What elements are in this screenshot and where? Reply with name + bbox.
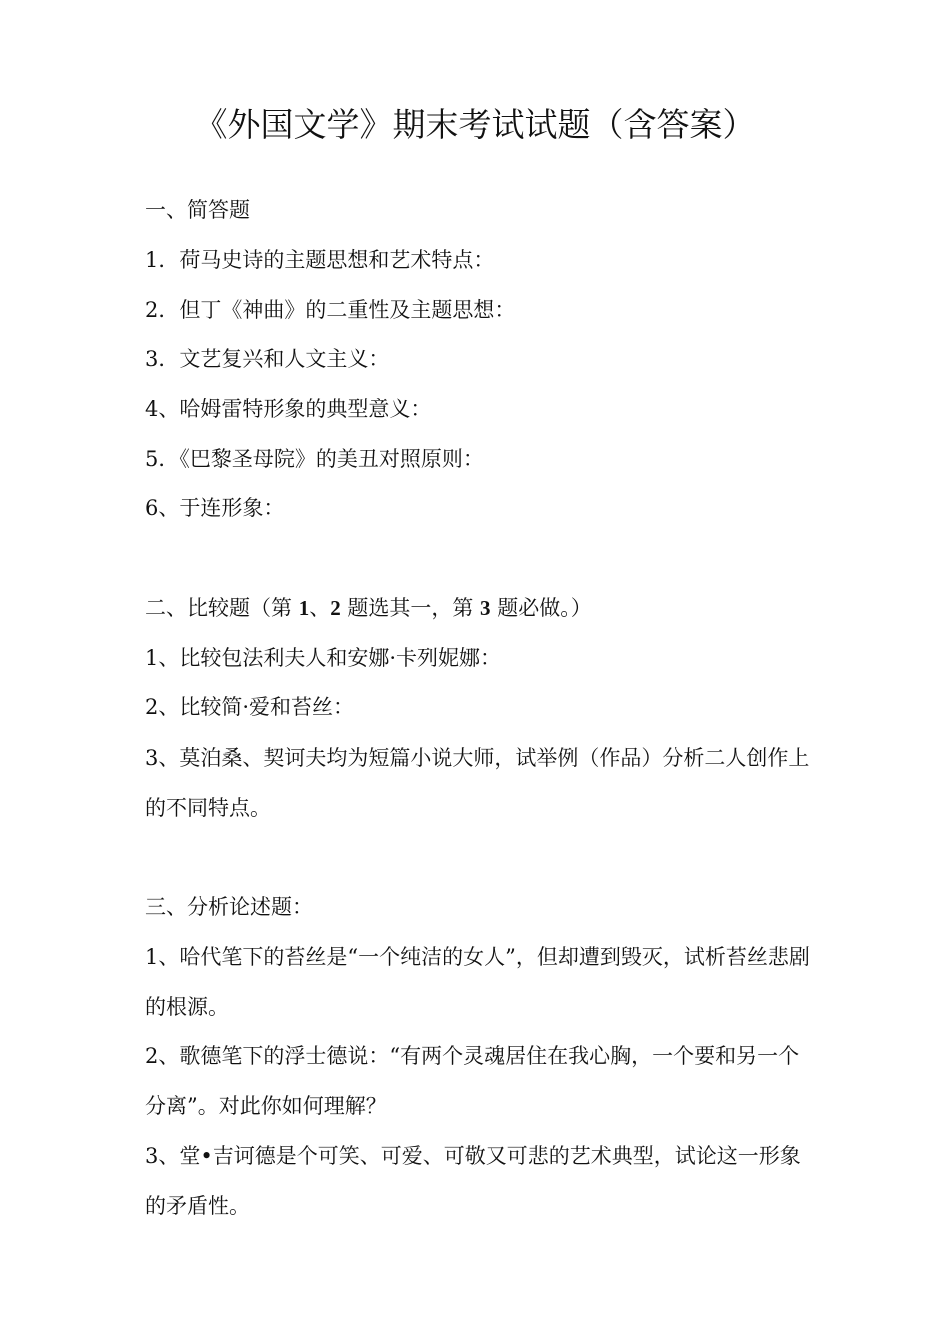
question-item: 3．文艺复兴和人文主义： — [145, 347, 390, 371]
heading-text: 二、比较题（第 — [145, 596, 299, 620]
section-heading-short-answer: 一、简答题 — [145, 198, 250, 222]
question-item: 4、哈姆雷特形象的典型意义： — [145, 397, 432, 421]
section-heading-comparison — [145, 592, 810, 624]
heading-number: 1 — [298, 596, 310, 620]
question-item: 6、于连形象： — [145, 496, 285, 520]
heading-text: 题必做。） — [490, 596, 592, 620]
question-item: 3、莫泊桑、契诃夫均为短篇小说大师，试举例（作品）分析二人创作上的不同特点。 — [145, 746, 810, 820]
section-heading-analysis: 三、分析论述题： — [145, 895, 313, 919]
question-item: 2、比较简·爱和苔丝： — [145, 695, 355, 719]
heading-text: 题选其一，第 — [340, 596, 481, 620]
question-item: 1、比较包法利夫人和安娜·卡列妮娜： — [145, 646, 502, 670]
question-item: 1．荷马史诗的主题思想和艺术特点： — [145, 248, 495, 272]
heading-number: 3 — [480, 596, 491, 620]
question-item: 2．但丁《神曲》的二重性及主题思想： — [145, 298, 516, 322]
question-item: 1、哈代笔下的苔丝是“一个纯洁的女人”，但却遭到毁灭，试析苔丝悲剧的根源。 — [145, 945, 810, 1019]
question-item: 5．《巴黎圣母院》的美丑对照原则： — [145, 447, 484, 471]
heading-number: 2 — [330, 596, 341, 620]
document-title: 《外国文学》期末考试试题（含答案） — [194, 105, 756, 144]
heading-text: 、 — [309, 596, 331, 620]
question-item: 2、歌德笔下的浮士德说：“有两个灵魂居住在我心胸，一个要和另一个分离”。对此你如何理解？ — [145, 1044, 800, 1118]
question-item: 3、堂•吉诃德是个可笑、可爱、可敬又可悲的艺术典型，试论这一形象的矛盾性。 — [145, 1144, 801, 1218]
